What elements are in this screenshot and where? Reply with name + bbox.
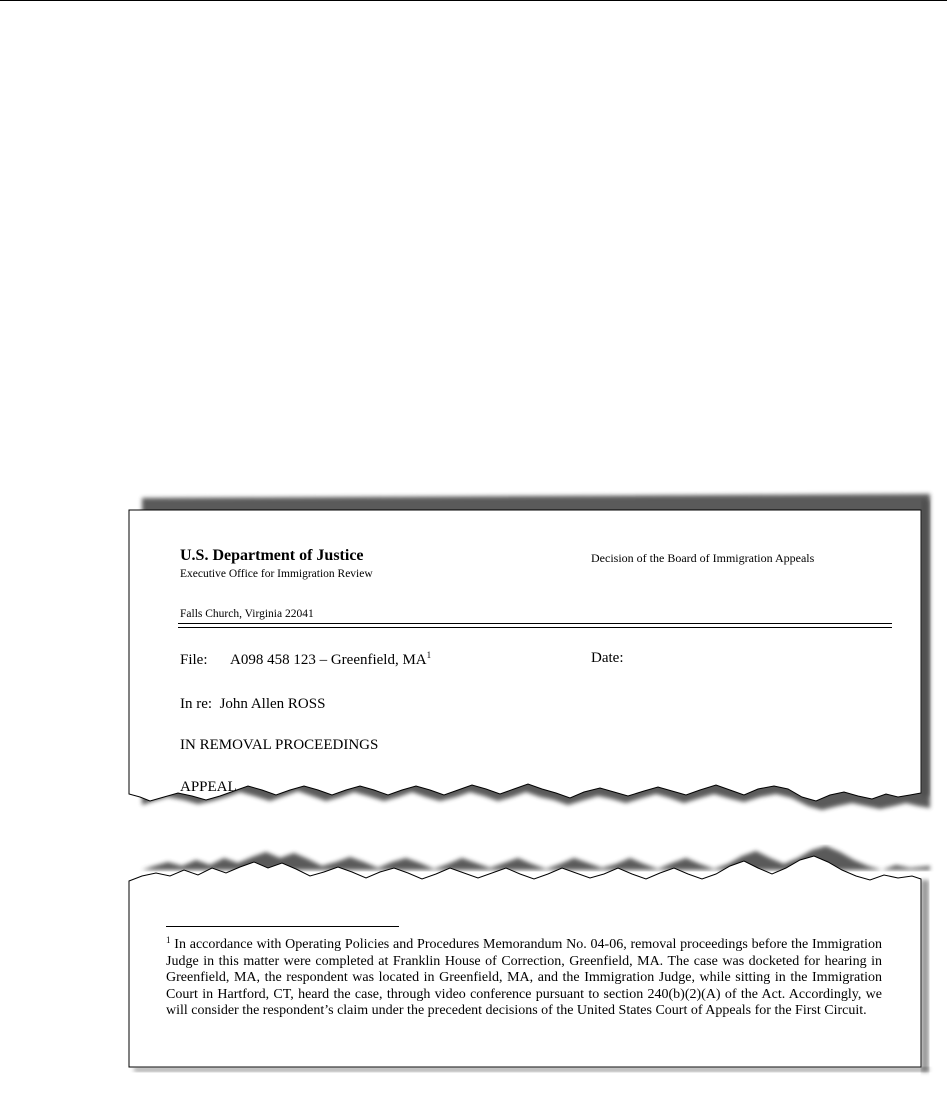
- agency-name: U.S. Department of Justice: [180, 547, 364, 564]
- agency-office: Executive Office for Immigration Review: [180, 568, 373, 580]
- inre-line: [180, 697, 325, 712]
- file-label: File:: [180, 652, 208, 668]
- proceedings-label: IN REMOVAL PROCEEDINGS: [180, 737, 379, 753]
- upper-fragment-edge-shadow: [921, 500, 930, 796]
- footnote-text: In accordance with Operating Policies and Procedures Memorandum No. 04-06, removal proceedings before the Immigration Judge in this matter were completed at Franklin House of Correction, Greenfield, MA. The case was docketed for hearing in Greenfield, MA, the respondent was located in Greenfield, MA, and the Immigration Judge, while sitting in the Immigration Court in Hartford, CT, heard the case, through video conference pursuant to section 240(b)(2)(A) of the Act. Accordingly, we will consider the respondent’s claim under the precedent decisions of the United States Court of Appeals for the First Circuit.: [166, 937, 883, 1019]
- footnote-separator: [166, 926, 399, 927]
- footnote-number: 1: [166, 935, 171, 945]
- lower-fragment-bottom-shadow: [134, 1067, 929, 1072]
- file-footnote-ref: 1: [426, 650, 432, 660]
- footnote: [166, 932, 882, 1020]
- date-label: Date:: [591, 650, 624, 666]
- header-rule-bottom: [178, 627, 892, 628]
- header-rule-top: [178, 623, 892, 624]
- inre-label: In re:: [180, 696, 213, 712]
- appeal-label: APPEAL: [180, 780, 237, 794]
- file-number: A098 458 123 – Greenfield, MA: [230, 652, 427, 668]
- decision-title: Decision of the Board of Immigration Appeals: [591, 551, 815, 565]
- respondent-name: John Allen ROSS: [219, 696, 326, 712]
- lower-fragment-edge-shadow: [921, 880, 929, 1072]
- agency-city: Falls Church, Virginia 22041: [180, 608, 314, 620]
- file-line: [180, 651, 431, 668]
